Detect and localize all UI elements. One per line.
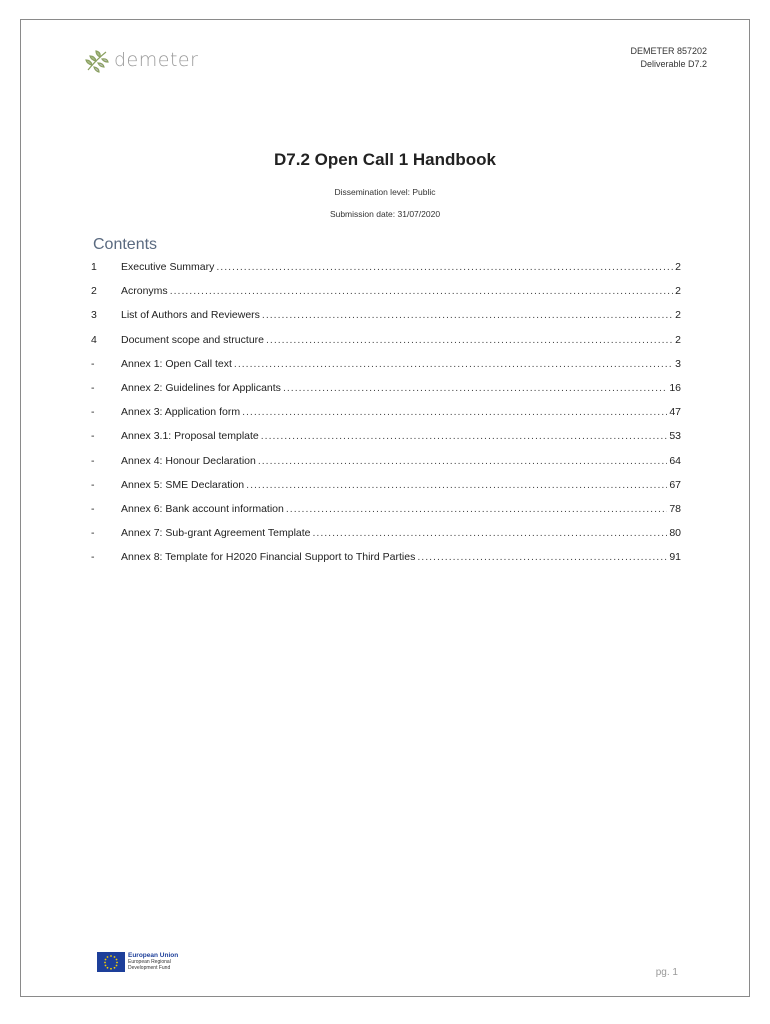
toc-entry-page: 91 [669,551,681,564]
toc-entry[interactable] [91,309,681,333]
toc-entry-number: 1 [91,261,97,273]
toc-leader-dots [283,382,667,394]
document-title: D7.2 Open Call 1 Handbook [274,150,496,169]
toc-entry-page: 16 [669,381,681,394]
project-ref: DEMETER 857202 [630,46,707,56]
toc-entry-number: - [91,357,95,370]
eu-title: European Union [128,952,179,959]
eu-logo [97,952,178,972]
toc-entry-page: 2 [675,309,681,322]
deliverable-label: Deliverable D7.2 [640,59,707,69]
toc-entry-page: 80 [669,527,681,540]
eu-fund-line1: European Regional [128,959,171,965]
toc-entry-page: 3 [675,357,681,370]
toc-entry-number: 3 [91,309,97,322]
toc-leader-dots [258,455,667,467]
eu-flag-icon [97,952,125,972]
eu-text [128,953,178,971]
header-reference [630,45,707,71]
toc-entry-title: Document scope and structure [121,333,264,346]
toc-entry-title: Annex 1: Open Call text [121,357,232,370]
toc-entry-number: - [91,430,95,443]
toc-leader-dots [266,334,673,346]
toc-entry-title: Annex 3: Application form [121,406,241,419]
toc-leader-dots [234,358,673,370]
toc-entry[interactable] [91,551,681,575]
demeter-logo [82,46,198,74]
page-number: pg. 1 [655,967,678,978]
toc-entry[interactable] [91,479,681,503]
toc-entry-page: 2 [675,333,681,346]
toc-leader-dots [246,479,667,491]
toc-entry-number: - [91,406,95,419]
toc-entry-title: Annex 8: Template for H2020 Financial Support to Third Parties [121,551,416,564]
toc-entry-number: - [91,527,95,540]
toc-entry[interactable] [91,285,681,309]
toc-entry-title: List of Authors and Reviewers [121,309,260,322]
toc-leader-dots [170,285,673,297]
toc-entry[interactable] [91,430,681,454]
toc-entry-title: Annex 2: Guidelines for Applicants [121,381,281,394]
toc-entry[interactable] [91,455,681,479]
toc-leader-dots [417,551,667,563]
toc-leader-dots [216,261,673,273]
toc-entry-title: Annex 3.1: Proposal template [121,430,259,443]
table-of-contents [91,261,681,575]
logo-text: demeter [114,49,199,71]
wheat-icon [82,46,112,74]
toc-entry-page: 2 [675,285,681,298]
toc-entry-title: Acronyms [121,285,168,298]
toc-entry-title: Executive Summary [121,261,215,273]
toc-entry-title: Annex 6: Bank account information [121,502,284,515]
toc-entry-number: - [91,454,95,467]
toc-entry-title: Annex 4: Honour Declaration [121,454,256,467]
toc-entry-page: 53 [669,430,681,443]
toc-entry[interactable] [91,503,681,527]
eu-fund-line2: Development Fund [128,965,171,971]
toc-entry-number: - [91,502,95,515]
toc-entry[interactable] [91,358,681,382]
toc-leader-dots [261,430,668,442]
toc-entry-title: Annex 5: SME Declaration [121,478,245,491]
toc-entry-title: Annex 7: Sub-grant Agreement Template [121,527,311,540]
dissemination-level: Dissemination level: Public [334,187,436,197]
toc-entry-number: - [91,478,95,491]
toc-entry[interactable] [91,406,681,430]
toc-entry[interactable] [91,261,681,285]
toc-entry[interactable] [91,527,681,551]
toc-entry[interactable] [91,382,681,406]
toc-entry-number: 2 [91,285,97,298]
toc-entry-number: - [91,551,95,564]
toc-entry-number: - [91,381,95,394]
toc-entry-page: 47 [669,406,681,419]
toc-leader-dots [286,503,667,515]
contents-heading: Contents [93,236,158,253]
toc-entry-page: 78 [669,502,681,515]
toc-entry-page: 67 [669,478,681,491]
toc-leader-dots [313,527,668,539]
toc-entry-number: 4 [91,333,97,346]
toc-leader-dots [242,406,667,418]
toc-entry[interactable] [91,334,681,358]
toc-entry-page: 2 [675,261,681,273]
submission-date: Submission date: 31/07/2020 [329,209,441,219]
toc-entry-page: 64 [669,454,681,467]
toc-leader-dots [262,309,673,321]
